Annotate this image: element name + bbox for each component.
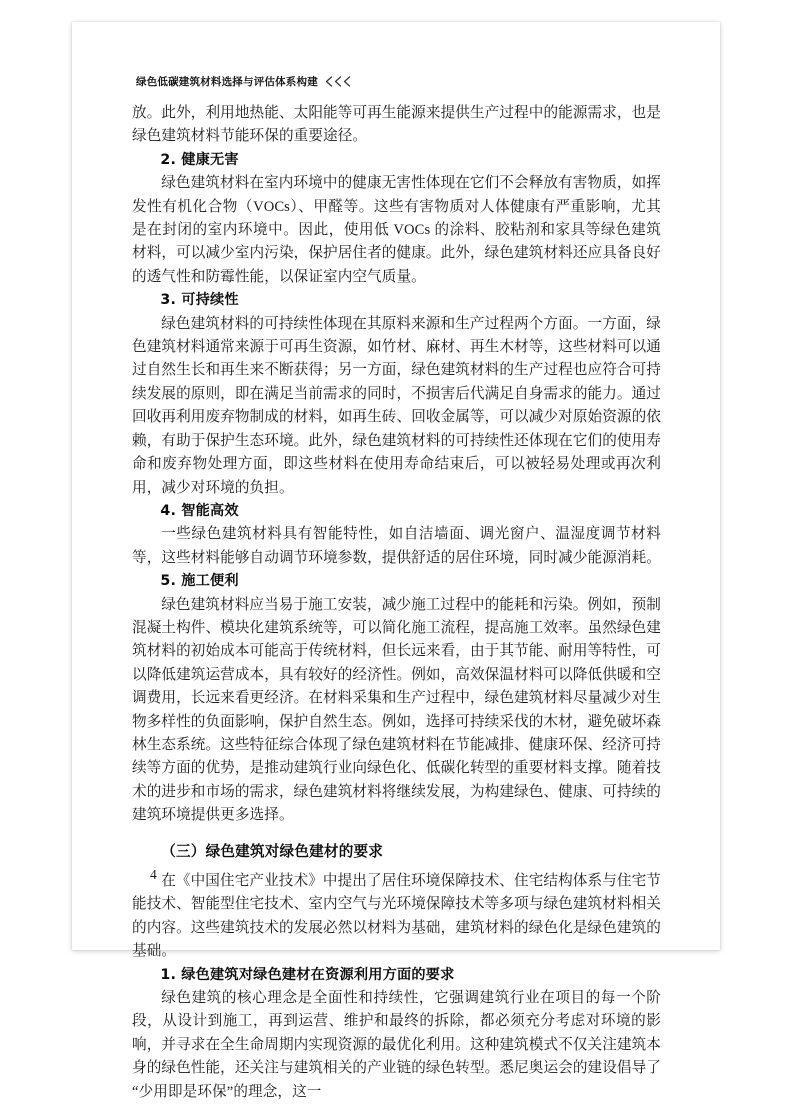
paragraph: 放。此外，利用地热能、太阳能等可再生能源来提供生产过程中的能源需求，也是绿色建筑材料节能环保的重要途径。 — [132, 105, 661, 145]
paragraph: 绿色建筑材料在室内环境中的健康无害性体现在它们不会释放有害物质，如挥发性有机化合物（VOCs）、甲醛等。这些有害物质对人体健康有严重影响，尤其是在封闭的室内环境中。因此，使用低 VOCs 的涂料、胶粘剂和家具等绿色建筑材料，可以减少室内污染，保护居住者的健康。此外，绿色建筑材料还应具备良好的透气性和防霉性能，以保证室内空气质量。 — [132, 175, 661, 285]
running-head-title: 绿色低碳建筑材料选择与评估体系构建 — [136, 76, 318, 88]
subheading: 2. 健康无害 — [160, 151, 239, 168]
chevron-left-icon — [343, 76, 351, 87]
document-page — [72, 22, 720, 1100]
subheading: 1. 绿色建筑对绿色建材在资源利用方面的要求 — [160, 966, 455, 983]
subheading: 5. 施工便利 — [160, 573, 239, 590]
body-text-column — [132, 102, 661, 1104]
chevron-left-icon — [325, 76, 333, 87]
chevron-left-icon — [334, 76, 342, 87]
subheading: 3. 可持续性 — [160, 292, 239, 309]
subheading: 4. 智能高效 — [160, 502, 239, 519]
running-head — [136, 74, 351, 89]
paragraph: 绿色建筑材料应当易于施工安装，减少施工过程中的能耗和污染。例如，预制混凝土构件、模块化建筑系统等，可以简化施工流程，提高施工效率。虽然绿色建筑材料的初始成本可能高于传统材料，但长远来看，由于其节能、耐用等特性，可以降低建筑运营成本，具有较好的经济性。例如，高效保温材料可以降低供暖和空调费用，长远来看更经济。在材料采集和生产过程中，绿色建筑材料尽量减少对生物多样性的负面影响，保护自然生态。例如，选择可持续采伐的木材，避免破坏森林生态系统。这些特征综合体现了绿色建筑材料在节能减排、健康环保、经济可持续等方面的优势，是推动建筑行业向绿色化、低碳化转型的重要材料支撑。随着技术的进步和市场的需求，绿色建筑材料将继续发展，为构建绿色、健康、可持续的建筑环境提供更多选择。 — [132, 596, 661, 824]
section-heading: （三）绿色建筑对绿色建材的要求 — [161, 842, 384, 860]
paragraph: 绿色建筑材料的可持续性体现在其原料来源和生产过程两个方面。一方面，绿色建筑材料通常来源于可再生资源，如竹材、麻材、再生木材等，这些材料可以通过自然生长和再生来不断获得；另一方面，绿色建筑材料的生产过程也应符合可持续发展的原则，即在满足当前需求的同时，不损害后代满足自身需求的能力。通过回收再利用废弃物制成的材料，如再生砖、回收金属等，可以减少对原始资源的依赖，有助于保护生态环境。此外，绿色建筑材料的可持续性还体现在它们的使用寿命和废弃物处理方面，即这些材料在使用寿命结束后，可以被轻易处理或再次利用，减少对环境的负担。 — [132, 315, 661, 496]
chevron-left-icon-group — [325, 76, 351, 87]
paragraph: 一些绿色建筑材料具有智能特性，如自洁墙面、调光窗户、温湿度调节材料等，这些材料能够自动调节环境参数，提供舒适的居住环境，同时减少能源消耗。 — [132, 526, 661, 566]
paragraph: 绿色建筑的核心理念是全面性和持续性，它强调建筑行业在项目的每一个阶段，从设计到施工，再到运营、维护和最终的拆除，都必须充分考虑对环境的影响，并寻求在全生命周期内实现资源的最优化利用。这种建筑模式不仅关注建筑本身的绿色性能，还关注与建筑相关的产业链的绿色转型。悉尼奥运会的建设倡导了“少用即是环保”的理念，这一 — [132, 990, 661, 1100]
paragraph: 在《中国住宅产业技术》中提出了居住环境保障技术、住宅结构体系与住宅节能技术、智能型住宅技术、室内空气与光环境保障技术等多项与绿色建筑材料相关的内容。这些建筑技术的发展必然以材料为基础，建筑材料的绿色化是绿色建筑的基础。 — [132, 873, 661, 960]
page-number: 4 — [150, 867, 157, 882]
